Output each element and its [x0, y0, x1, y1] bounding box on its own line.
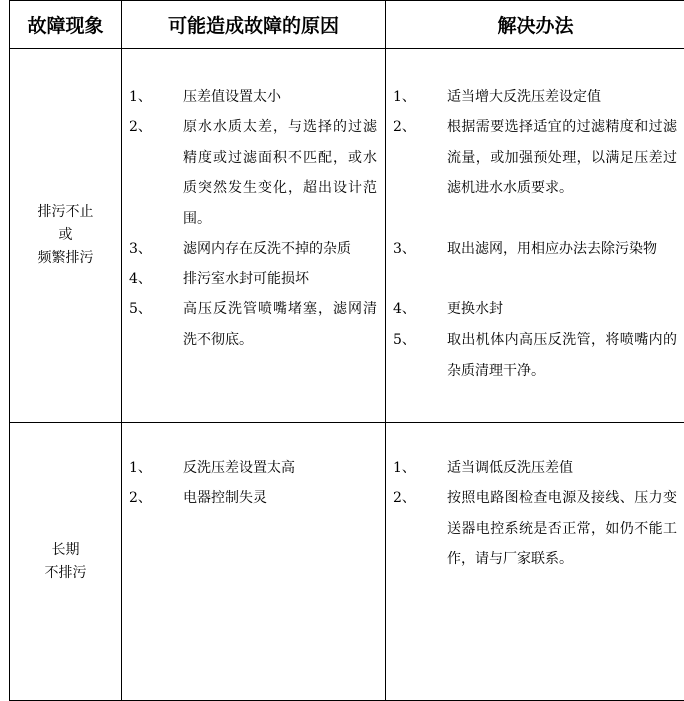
item-number: 3、: [393, 241, 416, 257]
cause-item: [122, 264, 377, 295]
item-text: 按照电路图检查电源及接线、压力变送器电控系统是否正常，如仍不能工作，请与厂家联系。: [447, 490, 677, 567]
symptom-line: 频繁排污: [37, 250, 94, 266]
item-number: 3、: [129, 241, 152, 257]
item-number: 2、: [393, 490, 416, 506]
solution-item: [386, 325, 677, 386]
cause-item: [122, 82, 377, 113]
symptom-cell: [10, 423, 122, 701]
solution-cell: [386, 423, 684, 701]
table-row: [10, 49, 684, 423]
fault-table: [9, 0, 684, 701]
item-text: 滤网内存在反洗不掉的杂质: [183, 241, 351, 257]
item-number: 5、: [393, 332, 416, 348]
item-number: 5、: [129, 301, 152, 317]
item-number: 4、: [393, 301, 416, 317]
item-text: 更换水封: [447, 301, 503, 317]
cause-item: [122, 453, 377, 484]
item-text: 取出滤网，用相应办法去除污染物: [447, 241, 657, 257]
item-number: 1、: [393, 460, 416, 476]
solution-item: [386, 112, 677, 204]
item-number: 2、: [393, 119, 416, 135]
cause-item: [122, 234, 377, 265]
item-text: 适当增大反洗压差设定值: [447, 89, 601, 105]
item-number: 2、: [129, 119, 152, 135]
item-number: 1、: [129, 460, 152, 476]
header-row: [10, 1, 684, 49]
item-text: 根据需要选择适宜的过滤精度和过滤流量，或加强预处理，以满足压差过滤机进水水质要求。: [447, 119, 677, 196]
symptom-line: 长期: [51, 541, 80, 558]
symptom-cell: [10, 49, 122, 423]
solution-item: [386, 453, 677, 484]
item-text: 适当调低反洗压差值: [447, 460, 573, 476]
header-symptom: 故障现象: [10, 1, 122, 49]
item-text: 电器控制失灵: [183, 490, 267, 506]
item-text: 压差值设置太小: [183, 89, 281, 105]
item-number: 4、: [129, 271, 152, 287]
solution-item: [386, 483, 677, 575]
item-text: 排污室水封可能损坏: [183, 271, 309, 287]
item-text: 原水水质太差，与选择的过滤精度或过滤面积不匹配，或水质突然发生变化，超出设计范围。: [183, 119, 377, 227]
header-cause: 可能造成故障的原因: [122, 1, 386, 49]
symptom-line: 或: [58, 227, 73, 243]
solution-item: [386, 82, 677, 113]
cause-item: [122, 483, 377, 514]
item-number: 1、: [393, 89, 416, 105]
cause-item: [122, 112, 377, 234]
cause-cell: [122, 423, 386, 701]
symptom-line: 排污不止: [37, 204, 94, 220]
solution-item: [386, 294, 677, 325]
solution-cell: [386, 49, 684, 423]
cause-cell: [122, 49, 386, 423]
table-row: [10, 423, 684, 701]
symptom-line: 不排污: [44, 564, 87, 581]
cause-item: [122, 294, 377, 355]
item-number: 2、: [129, 490, 152, 506]
item-number: 1、: [129, 89, 152, 105]
item-text: 反洗压差设置太高: [183, 460, 295, 476]
solution-item: [386, 234, 677, 265]
item-text: 取出机体内高压反洗管，将喷嘴内的杂质清理干净。: [447, 332, 677, 379]
header-solution: 解决办法: [386, 1, 684, 49]
item-text: 高压反洗管喷嘴堵塞，滤网清洗不彻底。: [183, 301, 377, 348]
